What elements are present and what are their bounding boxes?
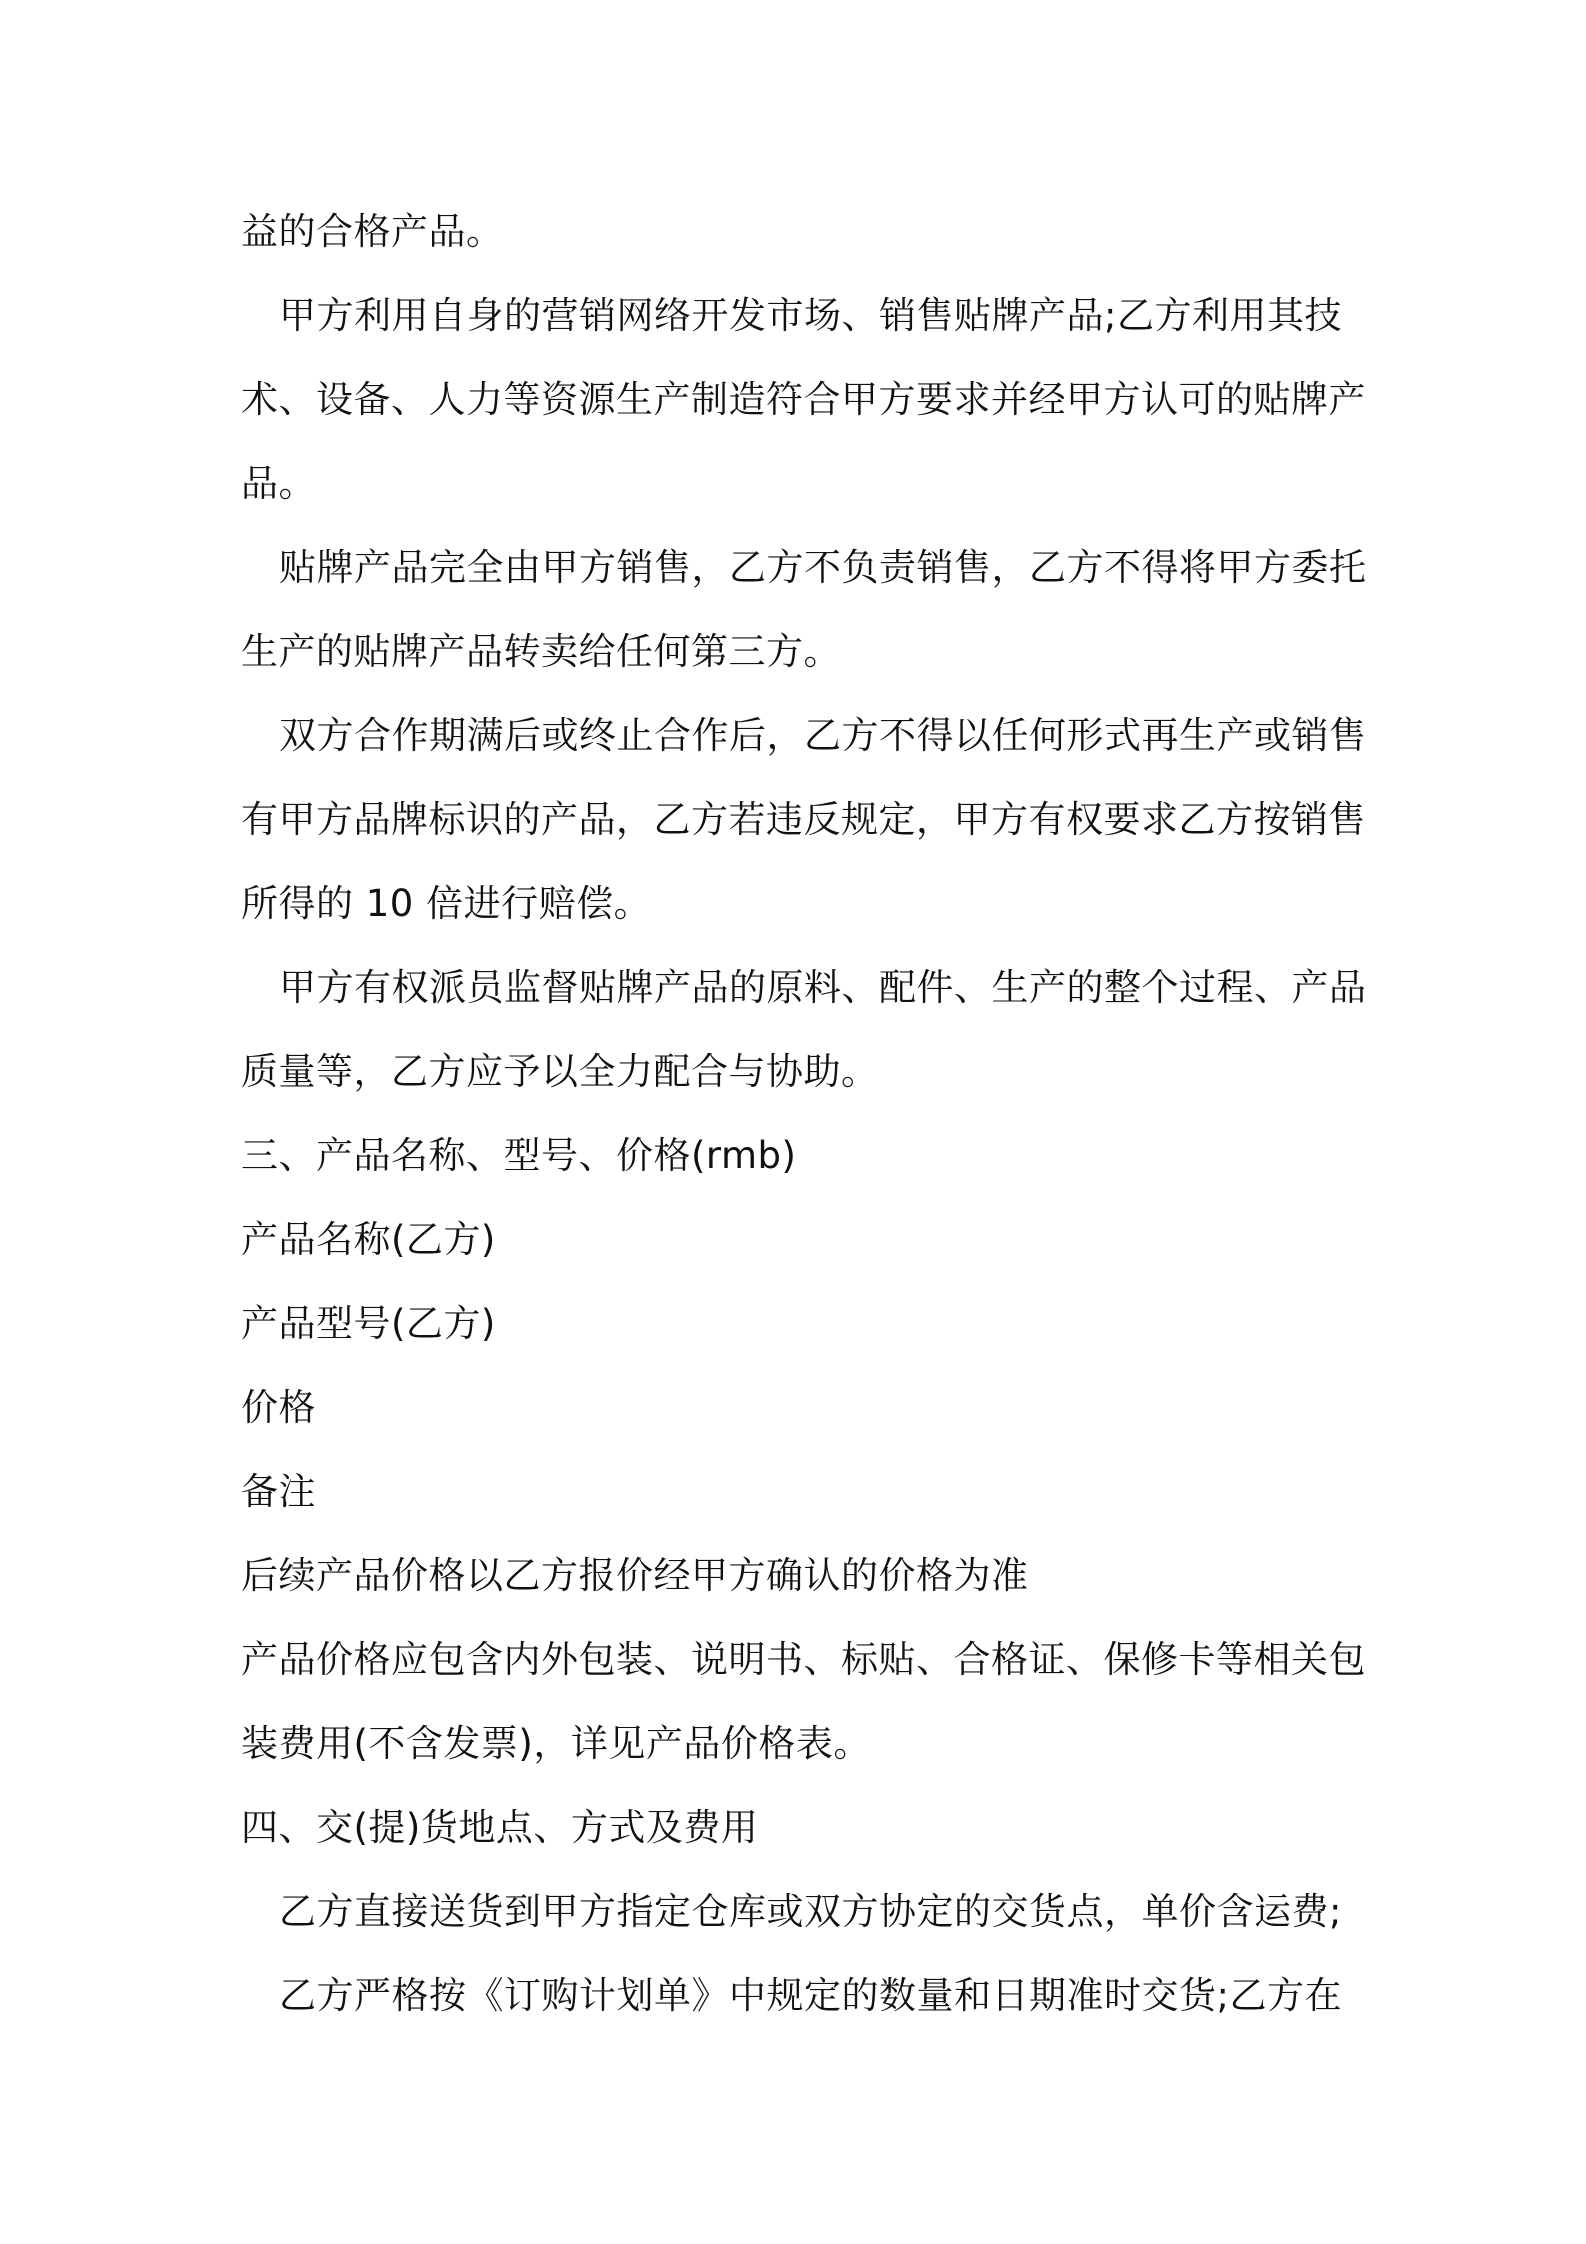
text-line-2: 甲方利用自身的营销网络开发市场、销售贴牌产品;乙方利用其技 (279, 294, 1342, 337)
text-line-17: 后续产品价格以乙方报价经甲方确认的价格为准 (241, 1554, 1029, 1597)
text-line-3: 术、设备、人力等资源生产制造符合甲方要求并经甲方认可的贴牌产 (241, 378, 1366, 421)
text-line-9: 所得的 10 倍进行赔偿。 (241, 882, 652, 925)
text-line-21: 乙方直接送货到甲方指定仓库或双方协定的交货点，单价含运费; (279, 1890, 1342, 1933)
section-heading-3: 三、产品名称、型号、价格(rmb) (241, 1134, 797, 1177)
section-heading-4: 四、交(提)货地点、方式及费用 (241, 1806, 759, 1849)
text-line-4: 品。 (241, 462, 316, 505)
text-line-5: 贴牌产品完全由甲方销售，乙方不负责销售，乙方不得将甲方委托 (279, 546, 1367, 589)
text-line-22: 乙方严格按《订购计划单》中规定的数量和日期准时交货;乙方在 (279, 1974, 1342, 2017)
text-line-11: 质量等，乙方应予以全力配合与协助。 (241, 1050, 879, 1093)
text-line-6: 生产的贴牌产品转卖给任何第三方。 (241, 630, 841, 673)
text-line-7: 双方合作期满后或终止合作后，乙方不得以任何形式再生产或销售 (279, 714, 1367, 757)
text-line-1: 益的合格产品。 (241, 210, 504, 253)
text-line-19: 装费用(不含发票)，详见产品价格表。 (241, 1722, 871, 1765)
text-line-10: 甲方有权派员监督贴牌产品的原料、配件、生产的整个过程、产品 (279, 966, 1367, 1009)
text-line-8: 有甲方品牌标识的产品，乙方若违反规定，甲方有权要求乙方按销售 (241, 798, 1366, 841)
document-body (241, 190, 1367, 2038)
text-line-13: 产品名称(乙方) (241, 1218, 496, 1261)
text-line-14: 产品型号(乙方) (241, 1302, 496, 1345)
text-line-15: 价格 (241, 1386, 316, 1429)
text-line-16: 备注 (241, 1470, 316, 1513)
text-line-18: 产品价格应包含内外包装、说明书、标贴、合格证、保修卡等相关包 (241, 1638, 1366, 1681)
